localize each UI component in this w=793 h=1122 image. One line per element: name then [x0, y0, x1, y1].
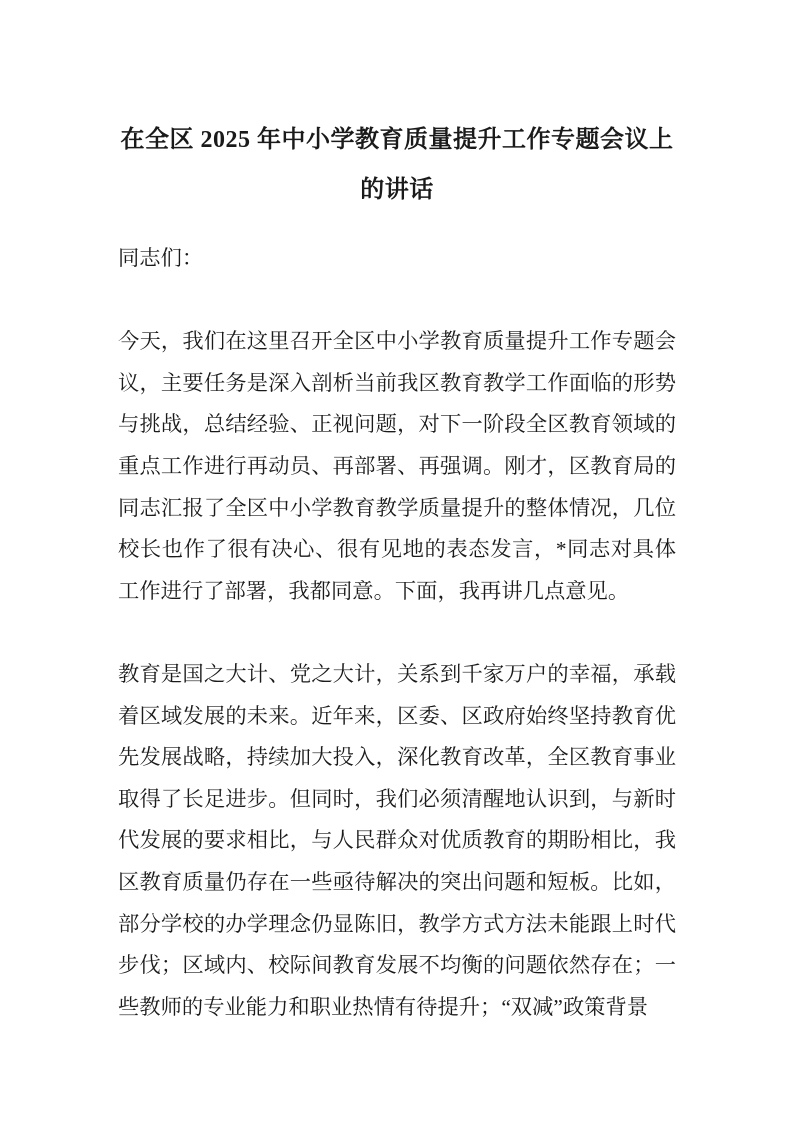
- document-content: [118, 0, 676, 1028]
- paragraph-opening: 今天，我们在这里召开全区中小学教育质量提升工作专题会议，主要任务是深入剖析当前我区教育教学工作面临的形势与挑战，总结经验、正视问题，对下一阶段全区教育领域的重点工作进行再动员、再部署、再强调。刚才，区教育局的同志汇报了全区中小学教育教学质量提升的整体情况，几位校长也作了很有决心、很有见地的表态发言，*同志对具体工作进行了部署，我都同意。下面，我再讲几点意见。: [118, 329, 676, 603]
- salutation: 同志们：: [118, 246, 204, 270]
- paragraph-situation-analysis: 教育是国之大计、党之大计，关系到千家万户的幸福，承载着区域发展的未来。近年来，区委、区政府始终坚持教育优先发展战略，持续加大投入，深化教育改革，全区教育事业取得了长足进步。但同时，我们必须清醒地认识到，与新时代发展的要求相比，与人民群众对优质教育的期盼相比，我区教育质量仍存在一些亟待解决的突出问题和短板。比如，部分学校的办学理念仍显陈旧，教学方式方法未能跟上时代步伐；区域内、校际间教育发展不均衡的问题依然存在；一些教师的专业能力和职业热情有待提升；“双减”政策背景: [118, 661, 676, 1019]
- document-title: 在全区 2025 年中小学教育质量提升工作专题会议上的讲话: [120, 127, 674, 203]
